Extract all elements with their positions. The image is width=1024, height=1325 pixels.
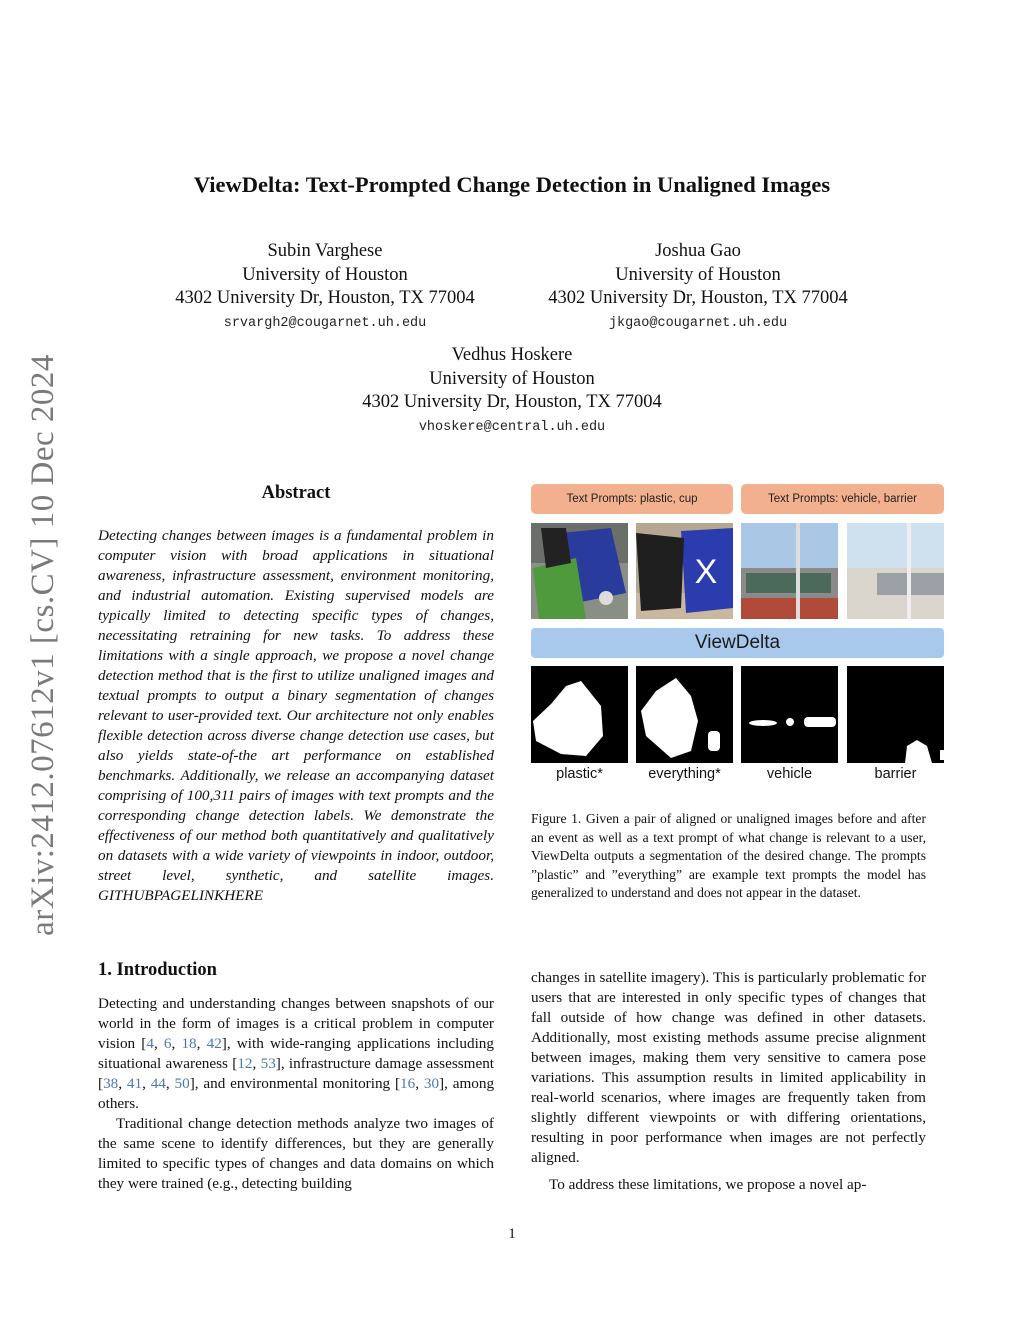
intro-paragraph-3: changes in satellite imagery). This is particularly problematic for users that are interested in only specific types of changes that fall outside of how change was defined in other datasets. Additionally, most existing methods assume precise alignment between images, making them very sensitive to camera pose variations. This assumption results in limited applicability in real-world scenarios, where images are frequently taken from slightly different viewpoints or with differing orientations, resulting in poor performance when images are not perfectly aligned. [531,969,926,1166]
mask-everything [636,666,733,763]
author-affiliation: University of Houston [615,264,781,285]
author-address: 4302 University Dr, Houston, TX 77004 [362,392,662,412]
citation-link[interactable]: 30 [423,1075,440,1092]
mask-label-barrier: barrier [874,766,917,782]
citation-link[interactable]: 42 [206,1035,222,1052]
author-block-3 [342,344,682,441]
abstract-heading: Abstract [261,483,331,503]
author-affiliation: University of Houston [429,368,595,389]
citation-link[interactable]: 18 [181,1035,197,1052]
text-prompt-left: Text Prompts: plastic, cup [531,484,733,514]
svg-text:X: X [694,553,718,591]
citation-link[interactable]: 44 [150,1075,166,1092]
mask-label-everything: everything* [648,766,721,782]
citation-link[interactable]: 53 [260,1055,276,1072]
author-affiliation: University of Houston [242,264,408,285]
intro-paragraph-1: Detecting and understanding changes between snapshots of our world in the form of images is a critical problem in computer vision [4, 6, 18, 42], with wide-ranging applications including situational awareness [12, 53], infrastructure damage assessment [38, 41, 44, 50], and environmental monitoring [16, 30], among others. [98,995,495,1112]
mask-label-vehicle: vehicle [766,766,813,782]
after-image-parking [847,523,944,619]
author-email[interactable]: srvargh2@cougarnet.uh.edu [223,315,427,331]
author-block-2 [528,240,868,337]
author-name: Joshua Gao [655,241,741,261]
paper-title: ViewDelta: Text-Prompted Change Detection in Unaligned Images [193,172,831,197]
abstract-text: Detecting changes between images is a fundamental problem in computer vision with broad applications in situational awareness, infrastructure assessment, environment monitoring, and industrial automation. Existing supervised models are typically limited to detecting specific types of changes, necessitating retraining for new tasks. To address these limitations with a single approach, we propose a novel change detection method that is the first to utilize unaligned images and textual prompts to output a binary segmentation of changes relevant to user-provided text. Our architecture not only enables flexible detection across diverse change detection use cases, but also yields state-of-the art performance on established benchmarks. Additionally, we release an accompanying dataset comprising of 100,311 pairs of images with text prompts and the corresponding change detection labels. We demonstrate the effectiveness of our method both quantitatively and qualitatively on datasets with a wide variety of viewpoints in indoor, outdoor, street level, synthetic, and satellite images. GITHUBPAGELINKHERE [98,527,494,904]
viewdelta-model-bar: ViewDelta [531,628,944,658]
introduction-heading: 1. Introduction [98,960,217,980]
citation-link[interactable]: 38 [103,1075,119,1092]
mask-plastic [531,666,628,763]
author-address: 4302 University Dr, Houston, TX 77004 [175,288,475,308]
intro-paragraph-4: To address these limitations, we propose a novel ap- [549,1176,867,1193]
citation-link[interactable]: 41 [126,1075,143,1092]
figure-caption: Figure 1. Given a pair of aligned or unaligned images before and after an event as well as a text prompt of what change is relevant to a user, ViewDelta outputs a segmentation of the desired change. The prompts ”plastic” and ”everything” are example text prompts the model has generalized to understand and does not appear in the dataset. [531,811,926,900]
mask-barrier [847,666,944,763]
arxiv-identifier: arXiv:2412.07612v1 [cs.CV] 10 Dec 2024 [25,354,61,936]
citation-link[interactable]: 4 [146,1035,154,1052]
text-prompt-right: Text Prompts: vehicle, barrier [741,484,944,514]
before-image-bags [531,523,628,619]
mask-vehicle [741,666,838,763]
citation-link[interactable]: 12 [237,1055,253,1072]
author-block-1 [155,240,495,337]
citation-link[interactable]: 50 [174,1075,190,1092]
author-name: Subin Varghese [267,241,383,261]
page-number: 1 [508,1226,516,1242]
intro-paragraph-2: Traditional change detection methods analyze two images of the same scene to identify differences, but they are generally limited to specific types of changes and data domains on which they were trained (e.g., detecting building [98,1115,494,1192]
intro-right-column [531,968,926,1195]
mask-label-plastic: plastic* [556,766,603,782]
author-email[interactable]: jkgao@cougarnet.uh.edu [608,315,788,331]
intro-left-column [98,994,494,1194]
after-image-bags [636,523,733,619]
author-address: 4302 University Dr, Houston, TX 77004 [548,288,848,308]
citation-link[interactable]: 6 [163,1035,172,1052]
author-name: Vedhus Hoskere [451,345,573,365]
citation-link[interactable]: 16 [400,1075,416,1092]
before-image-parking [741,523,838,619]
author-email[interactable]: vhoskere@central.uh.edu [418,419,606,435]
